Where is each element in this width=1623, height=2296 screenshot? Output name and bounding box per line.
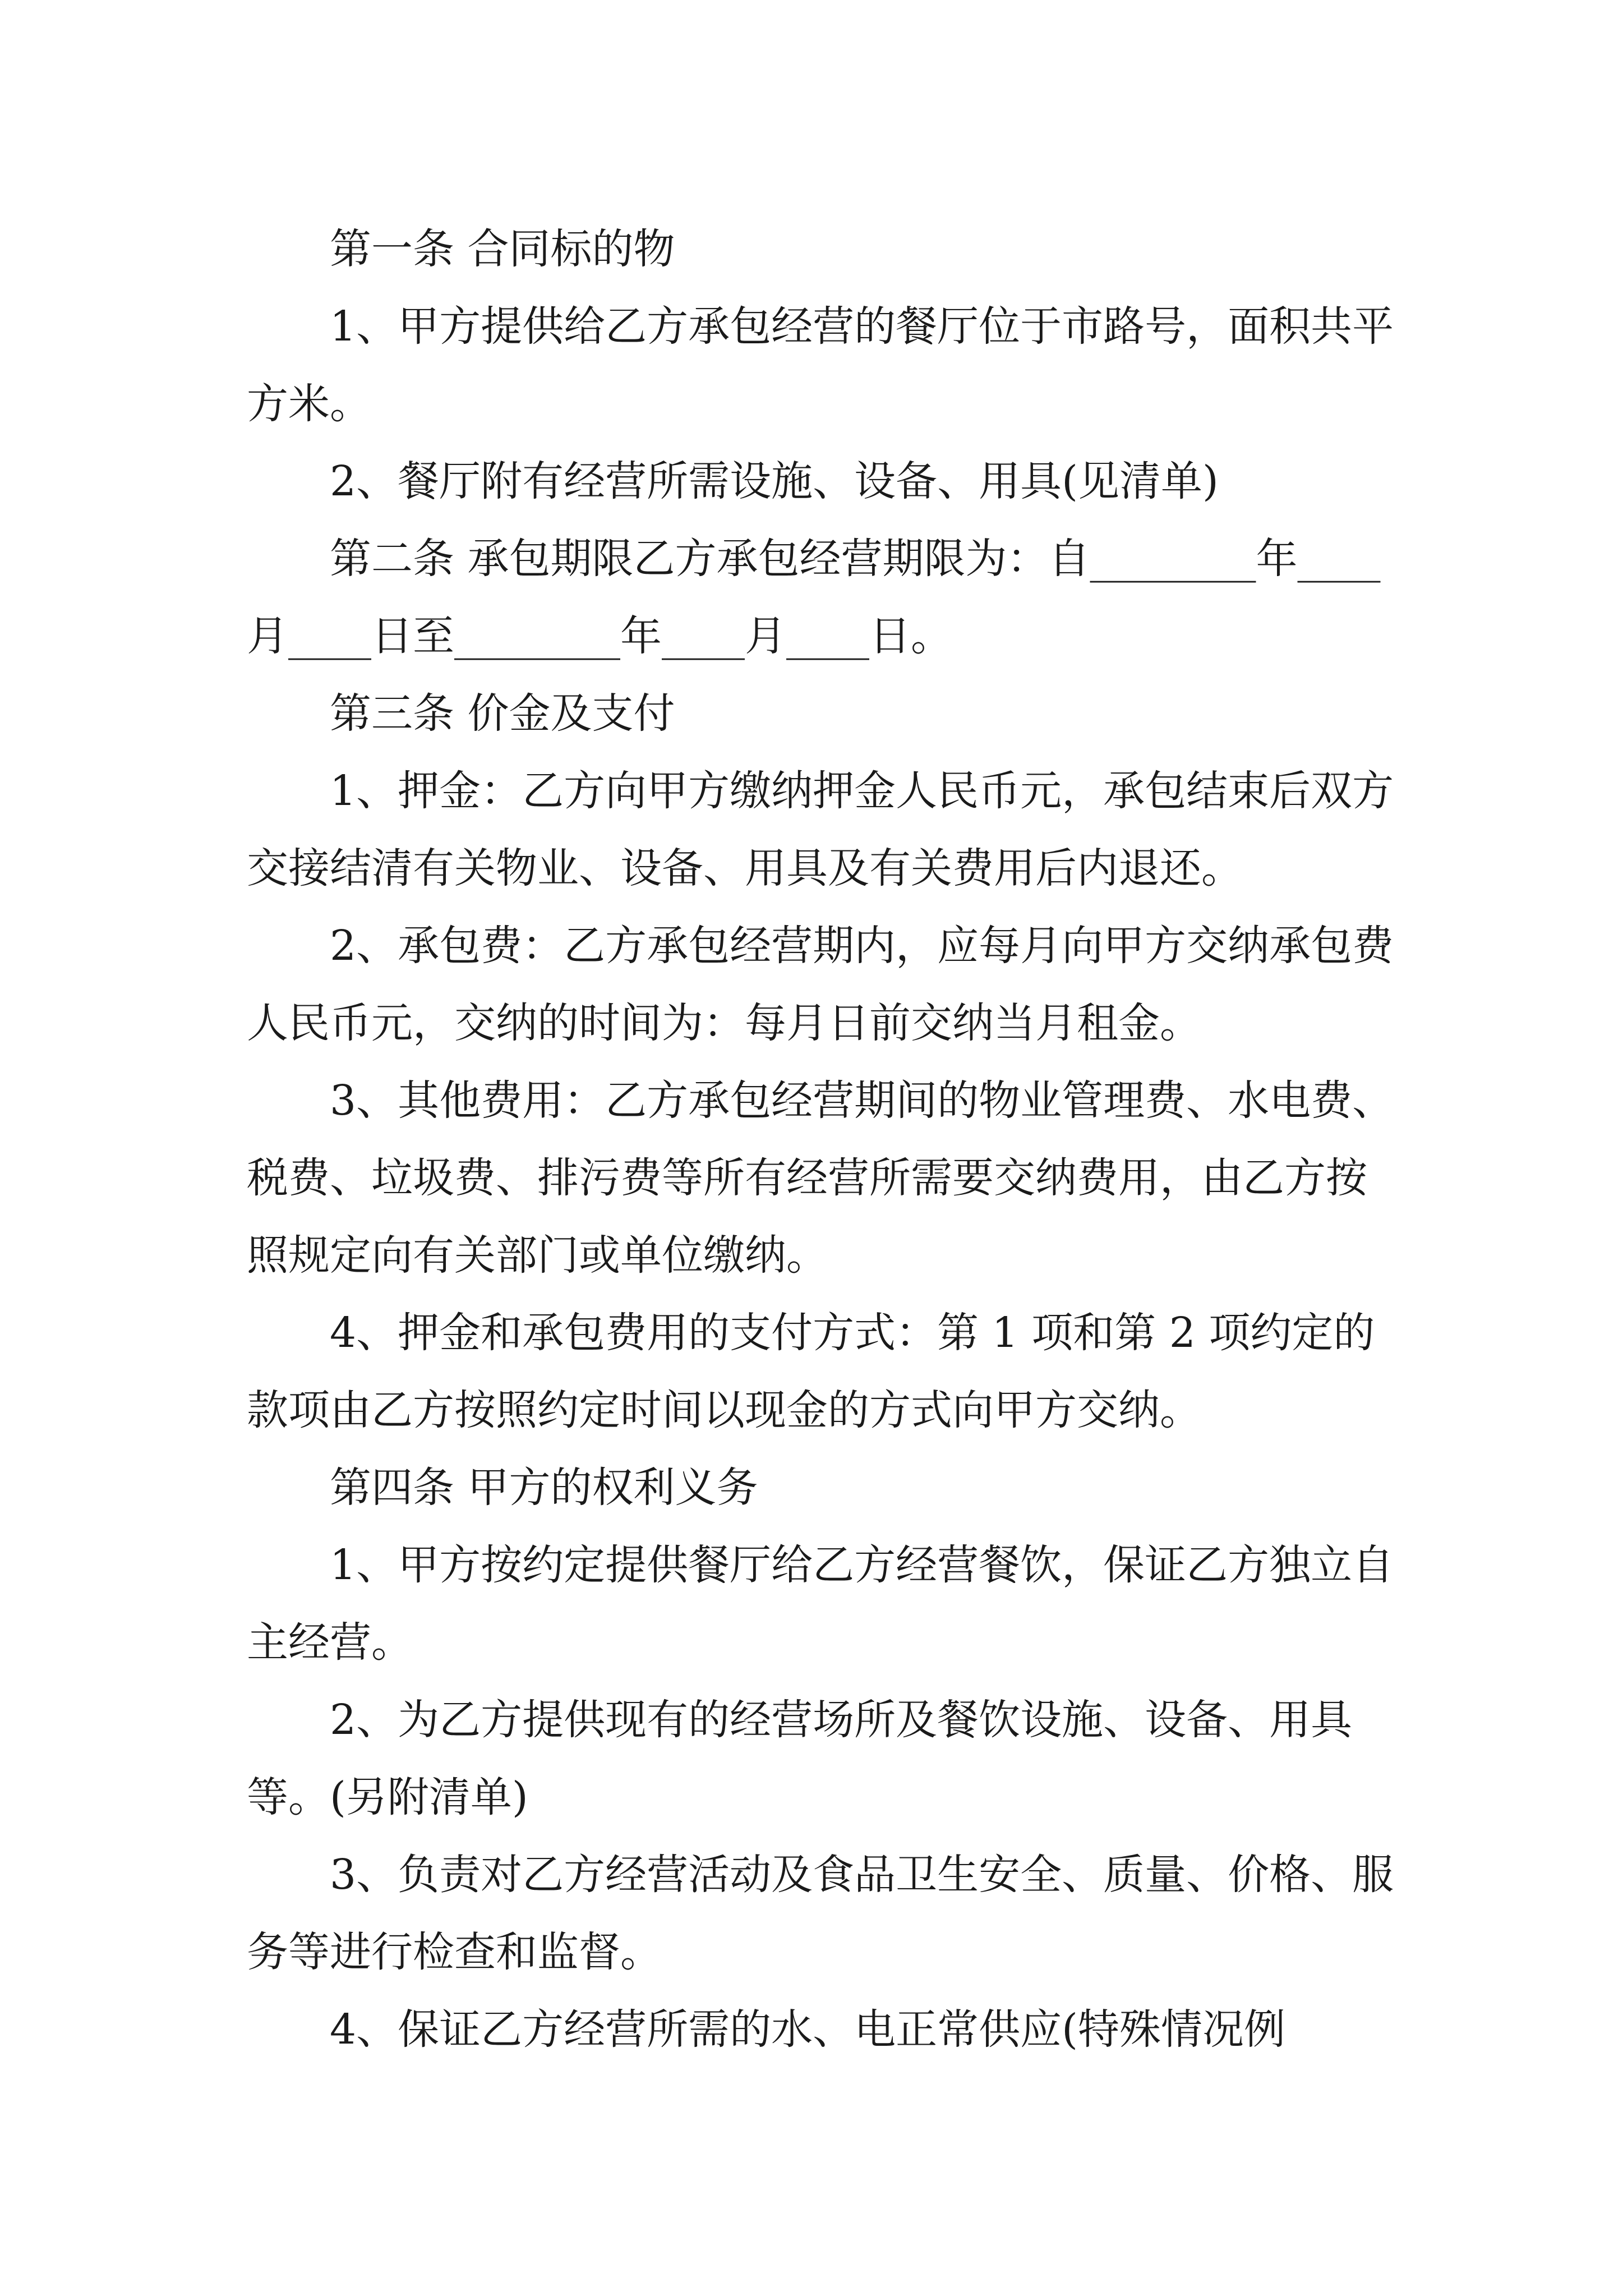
article-1-heading: 第一条 合同标的物	[330, 225, 675, 273]
article-3-item-3: 3、其他费用：乙方承包经营期间的物业管理费、水电费、税费、垃圾费、排污费等所有经营所需要交纳费用，由乙方按照规定向有关部门或单位缴纳。	[247, 1076, 1394, 1280]
article-1-item-2: 2、餐厅附有经营所需设施、设备、用具(见清单)	[330, 457, 1219, 505]
article-3-item-1: 1、押金：乙方向甲方缴纳押金人民币元，承包结束后双方交接结清有关物业、设备、用具及有关费用后内退还。	[247, 767, 1394, 892]
article-2-term: 第二条 承包期限乙方承包经营期限为：自________年____月____日至________年____月____日。	[247, 535, 1381, 660]
article-1-item-1: 1、甲方提供给乙方承包经营的餐厅位于市路号，面积共平方米。	[247, 302, 1394, 428]
article-3-heading: 第三条 价金及支付	[330, 689, 675, 738]
article-3-item-2: 2、承包费：乙方承包经营期内，应每月向甲方交纳承包费人民币元，交纳的时间为：每月日前交纳当月租金。	[247, 922, 1394, 1047]
article-4-item-2: 2、为乙方提供现有的经营场所及餐饮设施、设备、用具等。(另附清单)	[247, 1696, 1353, 1821]
article-3-item-4: 4、押金和承包费用的支付方式：第 1 项和第 2 项约定的款项由乙方按照约定时间以现金的方式向甲方交纳。	[247, 1309, 1375, 1434]
contract-body	[247, 210, 1402, 2068]
article-4-item-4: 4、保证乙方经营所需的水、电正常供应(特殊情况例	[330, 2005, 1285, 2054]
article-4-heading: 第四条 甲方的权利义务	[330, 1464, 758, 1512]
article-4-item-3: 3、负责对乙方经营活动及食品卫生安全、质量、价格、服务等进行检查和监督。	[247, 1851, 1394, 1976]
article-4-item-1: 1、甲方按约定提供餐厅给乙方经营餐饮，保证乙方独立自主经营。	[247, 1541, 1394, 1667]
